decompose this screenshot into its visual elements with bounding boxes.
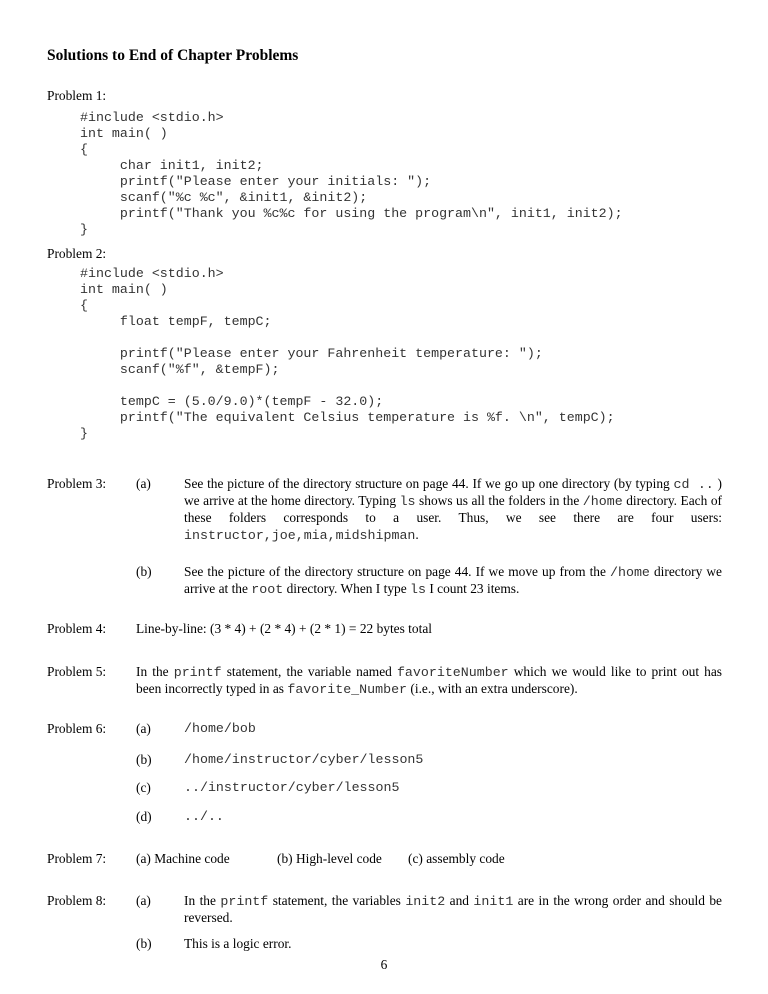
problem-6c-path: ../instructor/cyber/lesson5 [184, 780, 400, 795]
problem-7a: (a) Machine code [136, 851, 230, 866]
problem-6d-path: ../.. [184, 809, 224, 824]
problem-1-label: Problem 1: [47, 88, 107, 103]
problem-8b-text: This is a logic error. [184, 936, 292, 951]
problem-2-label: Problem 2: [47, 246, 107, 261]
problem-7c: (c) assembly code [408, 851, 505, 866]
problem-8-label: Problem 8: [47, 893, 107, 908]
problem-6b-path: /home/instructor/cyber/lesson5 [184, 752, 424, 767]
problem-6a-path: /home/bob [184, 721, 256, 736]
problem-7b: (b) High-level code [277, 851, 382, 866]
problem-3b-text: See the picture of the directory structure on page 44. If we move up from the /home directory we arrive at the root directory. When I type ls I count 23 items. [184, 564, 722, 598]
problem-5-label: Problem 5: [47, 664, 107, 679]
problem-6d-letter: (d) [136, 809, 152, 824]
problem-4-label: Problem 4: [47, 621, 107, 636]
problem-3a-letter: (a) [136, 476, 151, 491]
problem-2-code: #include <stdio.h> int main( ) { float tempF, tempC; printf("Please enter your Fahrenheit temperature: "); scanf("%f", &tempF); tempC = (5.0/9.0)*(tempF - 32.0); printf("The equivalent Celsius temperature is %f. \n", tempC); } [80, 266, 615, 441]
page-title: Solutions to End of Chapter Problems [47, 47, 299, 64]
problem-6b-letter: (b) [136, 752, 152, 767]
problem-5-text: In the printf statement, the variable named favoriteNumber which we would like to print out has been incorrectly typed in as favorite_Number (i.e., with an extra underscore). [136, 664, 722, 698]
problem-6-label: Problem 6: [47, 721, 107, 736]
problem-3b-letter: (b) [136, 564, 152, 579]
problem-3a-text: See the picture of the directory structure on page 44. If we go up one directory (by typing cd .. ) we arrive at the home directory. Typing ls shows us all the folders in the /home directory. Each of these folders corresponds to a user. Thus, we see there are four users: instructor,joe,mia,midshipman. [184, 476, 723, 543]
problem-4-text: Line-by-line: (3 * 4) + (2 * 4) + (2 * 1) = 22 bytes total [136, 621, 432, 636]
problem-6a-letter: (a) [136, 721, 151, 736]
problem-7-label: Problem 7: [47, 851, 107, 866]
problem-8a-letter: (a) [136, 893, 151, 908]
problem-6c-letter: (c) [136, 780, 151, 795]
problem-8b-letter: (b) [136, 936, 152, 951]
problem-1-code: #include <stdio.h> int main( ) { char init1, init2; printf("Please enter your initials: "); scanf("%c %c", &init1, &init2); printf("Thank you %c%c for using the program\n", init1, init2); } [80, 110, 623, 237]
page-number: 6 [380, 957, 388, 972]
problem-3-label: Problem 3: [47, 476, 107, 491]
problem-8a-text: In the printf statement, the variables init2 and init1 are in the wrong order and should be reversed. [184, 893, 723, 926]
